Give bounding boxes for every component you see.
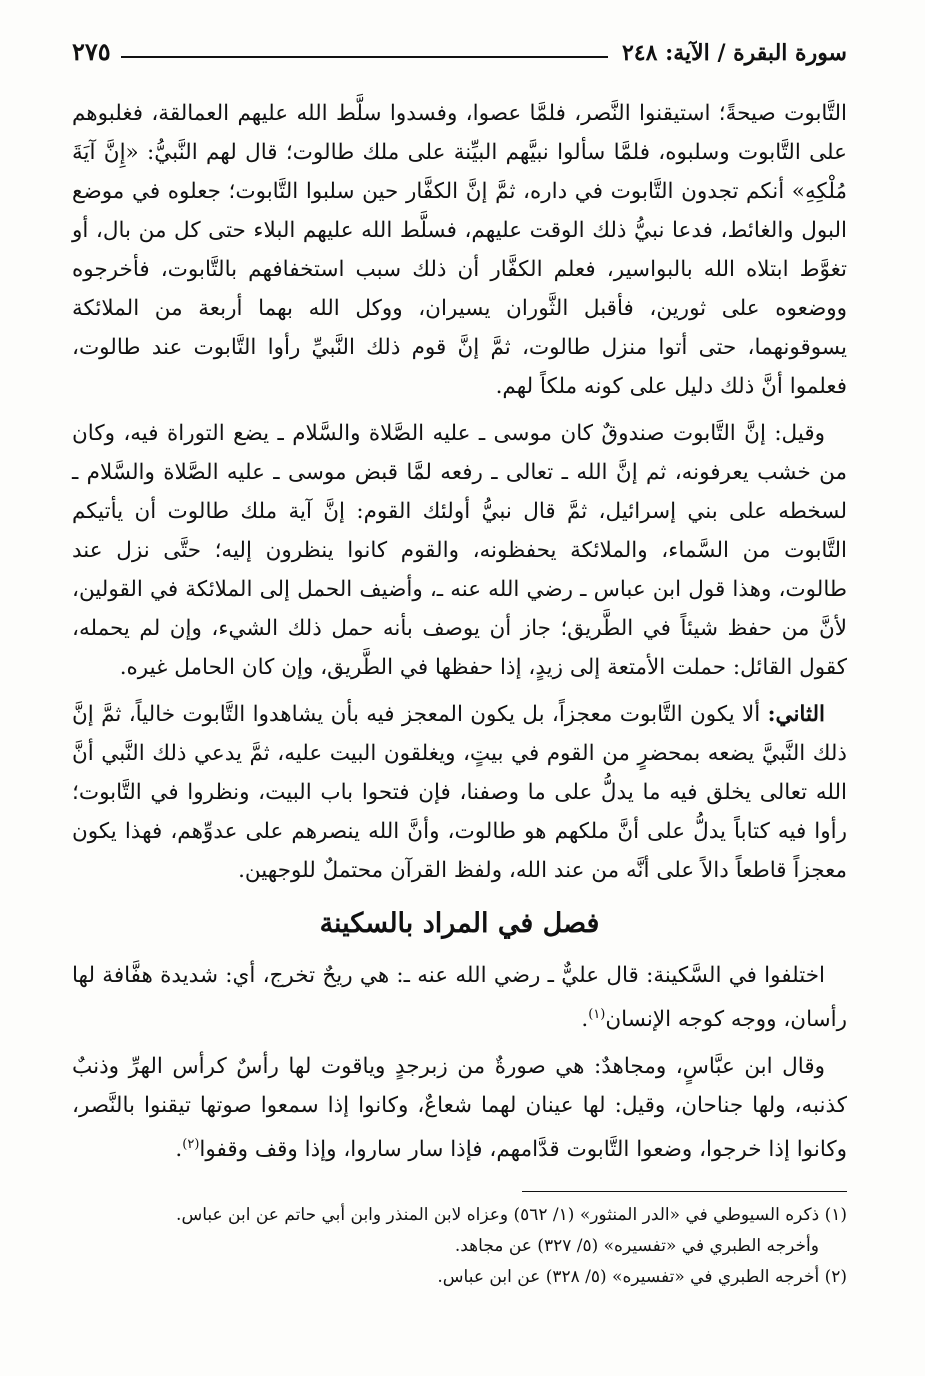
paragraph-sakina-ali [72,956,847,1039]
paragraph-tabut-story: التَّابوت صيحةً؛ استيقنوا النَّصر، فلمَّا عصوا، وفسدوا سلَّط الله عليهم العمالقة، فغلبوهم على التَّابوت وسلبوه، فلمَّا سألوا نبيَّهم البيِّنة على ملك طالوت؛ قال لهم النَّبيُّ: «إِنَّ آيَةَ مُلْكِهِ» أنكم تجدون التَّابوت في داره، ثمَّ إنَّ الكفَّار حين سلبوا التَّابوت؛ جعلوه في موضع البول والغائط، فدعا نبيُّ ذلك الوقت عليهم، فسلَّط الله عليهم البلاء حتى كل من بال، أو تغوَّط ابتلاه الله بالبواسير، فعلم الكفَّار أن ذلك سبب استخفافهم بالتَّابوت، فأخرجوه ووضعوه على ثورين، فأقبل الثَّوران يسيران، ووكل الله بهما أربعة من الملائكة يسوقونهما، حتى أتوا منزل طالوت، ثمَّ إنَّ قوم ذلك النَّبيِّ رأوا التَّابوت عند طالوت، فعلموا أنَّ ذلك دليل على كونه ملكاً لهم. [72,101,847,399]
page-number: ٢٧٥ [72,37,111,66]
footnote-ref-1: (١) [588,1007,606,1022]
footnote-2: (٢) أخرجه الطبري في «تفسيره» (٥/ ٣٢٨) عن ابن عباس. [437,1267,847,1288]
sakina-ali-end: . [581,1007,589,1033]
page-header [72,30,847,66]
sakina-ali-text: اختلفوا في السَّكينة: قال عليٌّ ـ رضي الله عنه ـ: هي ريحٌ تخرج، أي: شديدة هفَّافة لها رأسان، ووجه كوجه الإنسان [72,963,847,1033]
paragraph-al-thani [72,695,847,890]
footnotes [72,1200,847,1293]
footnote-1-continued: وأخرجه الطبري في «تفسيره» (٥/ ٣٢٧) عن مجاهد. [454,1236,819,1257]
al-thani-label: الثاني: [767,702,825,727]
sakina-ibn-abbas-text: وقال ابن عبَّاسٍ، ومجاهدٌ: هي صورةٌ من زبرجدٍ وياقوت لها رأسٌ كرأس الهرِّ وذنبٌ كذنبه، ولها جناحان، وقيل: لها عينان لهما شعاعٌ، وكانوا إذا سمعوا صوتها تيقنوا بالنَّصر، وكانوا إذا خرجوا، وضعوا التَّابوت قدَّامهم، فإذا سار ساروا، وإذا وقف وقفوا [72,1054,847,1163]
header-rule [121,56,608,58]
footnote-ref-2: (٢) [182,1137,200,1153]
paragraph-second-opinion: وقيل: إنَّ التَّابوت صندوقٌ كان موسى ـ عليه الصَّلاة والسَّلام ـ يضع التوراة فيه، وكان من خشب يعرفونه، ثم إنَّ الله ـ تعالى ـ رفعه لمَّا قبض موسى ـ عليه الصَّلاة والسَّلام ـ لسخطه على بني إسرائيل، ثمَّ قال نبيُّ أولئك القوم: إنَّ آية ملك طالوت أن يأتيكم التَّابوت من السَّماء، والملائكة يحفظونه، والقوم كانوا ينظرون إليه؛ حتَّى نزل عند طالوت، وهذا قول ابن عباس ـ رضي الله عنه ـ، وأضيف الحمل إلى الملائكة في القولين، لأنَّ من حفظ شيئاً في الطَّريق؛ جاز أن يوصف بأنه حمل ذلك الشيء، وإن لم يحمله، كقول القائل: حملت الأمتعة إلى زيدٍ، إذا حفظها في الطَّريق، وإن كان الحامل غيره. [72,421,847,680]
section-heading: فصل في المراد بالسكينة [319,908,600,939]
al-thani-text: ألا يكون التَّابوت معجزاً، بل يكون المعجز فيه بأن يشاهدوا التَّابوت خالياً، ثمَّ إنَّ ذلك النَّبيَّ يضعه بمحضرٍ من القوم في بيتٍ، ويغلقون البيت عليه، ثمَّ يدعي ذلك النَّبي أنَّ الله تعالى يخلق فيه ما يدلُّ على ما وصفنا، فإن فتحوا باب البيت، ونظروا في التَّابوت؛ رأوا فيه كتاباً يدلُّ على أنَّ ملكهم هو طالوت، وأنَّ الله ينصرهم على عدوِّهم، فهذا يكون معجزاً قاطعاً دالاً على أنَّه من عند الله، ولفظ القرآن محتملٌ للوجهين. [72,702,847,883]
footnote-1: (١) ذكره السيوطي في «الدر المنثور» (١/ ٥٦٢) وعزاه لابن المنذر وابن أبي حاتم عن ابن عباس. [176,1205,847,1226]
footnote-separator [522,1191,847,1192]
sakina-ibn-abbas-end: . [175,1137,183,1163]
running-title: سورة البقرة / الآية: ٢٤٨ [621,40,847,66]
paragraph-sakina-ibn-abbas [72,1047,847,1169]
main-text [72,94,847,1169]
